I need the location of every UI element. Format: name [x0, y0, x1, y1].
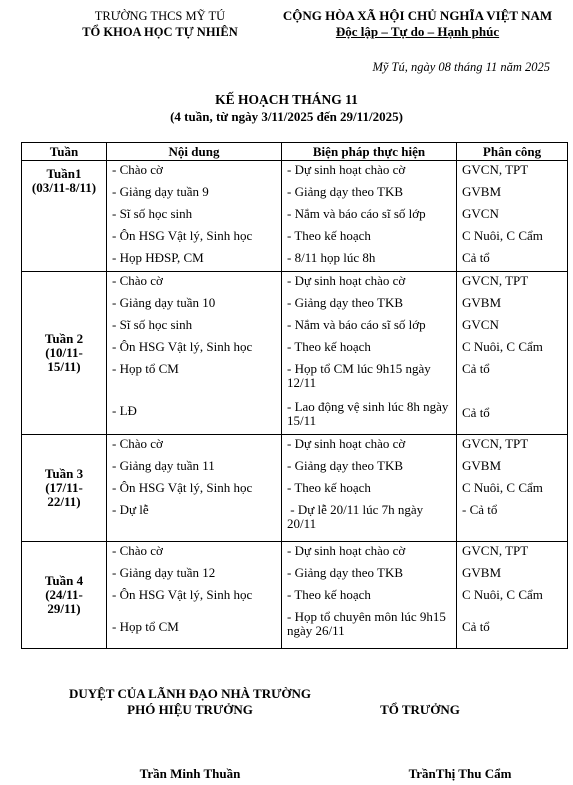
- header-method: Biện pháp thực hiện: [282, 143, 457, 161]
- assign-item: C Nuôi, C Cẩm: [462, 339, 543, 354]
- week-label: [22, 542, 107, 649]
- header-content: Nội dung: [107, 143, 282, 161]
- assign-item: GVCN, TPT: [462, 436, 529, 451]
- assign-item: GVCN: [462, 206, 499, 221]
- method-item: - Theo kế hoạch: [287, 228, 371, 243]
- week-range: (17/11-: [45, 480, 83, 495]
- week-range: 22/11): [47, 494, 81, 509]
- assign-item: GVBM: [462, 565, 502, 580]
- content-item: - Sĩ số học sinh: [112, 317, 193, 332]
- week-name: Tuần 4: [44, 573, 84, 588]
- content-cell: [107, 272, 282, 435]
- content-item: - Dự lễ: [112, 502, 149, 517]
- place-date: Mỹ Tú, ngày 08 tháng 11 năm 2025: [372, 60, 550, 74]
- content-item: - Ôn HSG Vật lý, Sinh học: [112, 339, 253, 354]
- week-label: [22, 435, 107, 542]
- week-range: (24/11-: [45, 587, 83, 602]
- content-cell: [107, 161, 282, 272]
- week-row: [22, 435, 568, 542]
- method-item: - Theo kế hoạch: [287, 480, 371, 495]
- assign-item: GVBM: [462, 295, 502, 310]
- content-item: - Ôn HSG Vật lý, Sinh học: [112, 228, 253, 243]
- week-range: (10/11-: [45, 345, 83, 360]
- signer-vice-principal: Trần Minh Thuần: [139, 766, 241, 781]
- week-label: [22, 272, 107, 435]
- assign-item: GVBM: [462, 184, 502, 199]
- method-item: - Nắm và báo cáo sĩ số lớp: [287, 206, 426, 221]
- method-item: - Dự lễ 20/11 lúc 7h ngày 20/11: [287, 502, 427, 531]
- method-item: - Dự sinh hoạt chào cờ: [287, 543, 406, 558]
- assign-item: GVCN: [462, 317, 499, 332]
- content-item: - Sĩ số học sinh: [112, 206, 193, 221]
- method-cell: [282, 542, 457, 649]
- motto: Độc lập – Tự do – Hạnh phúc: [335, 24, 500, 39]
- assign-item: Cả tổ: [462, 250, 490, 265]
- method-item: - Họp tổ CM lúc 9h15 ngày 12/11: [287, 361, 431, 390]
- method-item: - Giảng dạy theo TKB: [287, 458, 404, 473]
- content-item: - Giảng dạy tuần 9: [112, 184, 209, 199]
- content-item: - Họp tổ CM: [112, 361, 179, 376]
- content-item: - Chào cờ: [112, 543, 163, 558]
- week-name: Tuần1: [46, 166, 82, 181]
- assign-item: C Nuôi, C Cẩm: [462, 587, 543, 602]
- method-item: - Giảng dạy theo TKB: [287, 565, 404, 580]
- assign-cell: [457, 435, 568, 542]
- content-cell: [107, 435, 282, 542]
- document-title: KẾ HOẠCH THÁNG 11: [215, 92, 358, 107]
- content-item: - Chào cờ: [112, 436, 163, 451]
- content-item: - Giảng dạy tuần 12: [112, 565, 216, 580]
- week-range: (03/11-8/11): [31, 180, 97, 195]
- assign-cell: [457, 272, 568, 435]
- method-item: - 8/11 họp lúc 8h: [287, 250, 376, 265]
- week-row: [22, 542, 568, 649]
- method-cell: [282, 272, 457, 435]
- assign-item: Cả tổ: [462, 405, 490, 420]
- content-cell: [107, 542, 282, 649]
- assign-item: C Nuôi, C Cẩm: [462, 228, 543, 243]
- document-subtitle: (4 tuần, từ ngày 3/11/2025 đến 29/11/2025): [170, 109, 403, 124]
- plan-table: [21, 142, 568, 649]
- week-label: [22, 161, 107, 272]
- method-item: - Dự sinh hoạt chào cờ: [287, 273, 406, 288]
- assign-item: GVCN, TPT: [462, 543, 529, 558]
- assign-item: Cả tổ: [462, 361, 490, 376]
- assign-cell: [457, 542, 568, 649]
- department-name: TỔ KHOA HỌC TỰ NHIÊN: [82, 25, 238, 39]
- assign-item: Cả tổ: [462, 619, 490, 634]
- week-name: Tuần 2: [44, 331, 84, 346]
- national-motto: [270, 8, 565, 40]
- header-week: Tuần: [22, 143, 107, 161]
- signer-team-leader: TrầnThị Thu Cẩm: [408, 766, 512, 781]
- method-item: - Họp tổ chuyên môn lúc 9h15 ngày 26/11: [287, 609, 446, 638]
- method-item: - Dự sinh hoạt chào cờ: [287, 436, 406, 451]
- method-item: - Theo kế hoạch: [287, 587, 371, 602]
- assign-item: C Nuôi, C Cẩm: [462, 480, 543, 495]
- assign-item: GVCN, TPT: [462, 162, 529, 177]
- school-name: TRƯỜNG THCS MỸ TÚ: [94, 9, 226, 23]
- method-item: - Theo kế hoạch: [287, 339, 371, 354]
- assign-cell: [457, 161, 568, 272]
- method-item: - Giảng dạy theo TKB: [287, 184, 404, 199]
- method-item: - Nắm và báo cáo sĩ số lớp: [287, 317, 426, 332]
- assign-item: GVBM: [462, 458, 502, 473]
- week-name: Tuần 3: [44, 466, 84, 481]
- country-name: CỘNG HÒA XÃ HỘI CHỦ NGHĨA VIỆT NAM: [282, 8, 553, 23]
- method-cell: [282, 161, 457, 272]
- content-item: - Họp tổ CM: [112, 619, 179, 634]
- table-header-row: [22, 143, 568, 161]
- approval-role: PHÓ HIỆU TRƯỞNG: [127, 702, 253, 717]
- school-header: [60, 8, 260, 40]
- content-item: - LĐ: [112, 403, 137, 418]
- week-range: 15/11): [47, 359, 81, 374]
- team-leader-title: TỔ TRƯỞNG: [380, 702, 460, 717]
- method-item: - Lao động vệ sinh lúc 8h ngày 15/11: [287, 399, 449, 428]
- approval-heading: DUYỆT CỦA LÃNH ĐẠO NHÀ TRƯỜNG: [68, 686, 312, 701]
- approval-block: [30, 686, 350, 718]
- header-assign: Phân công: [457, 143, 568, 161]
- week-row: [22, 161, 568, 272]
- content-item: - Giảng dạy tuần 11: [112, 458, 215, 473]
- content-item: - Ôn HSG Vật lý, Sinh học: [112, 587, 253, 602]
- method-item: - Dự sinh hoạt chào cờ: [287, 162, 406, 177]
- content-item: - Họp HĐSP, CM: [112, 250, 204, 265]
- method-cell: [282, 435, 457, 542]
- assign-item: GVCN, TPT: [462, 273, 529, 288]
- week-row: [22, 272, 568, 435]
- content-item: - Ôn HSG Vật lý, Sinh học: [112, 480, 253, 495]
- week-range: 29/11): [47, 601, 81, 616]
- content-item: - Giảng dạy tuần 10: [112, 295, 216, 310]
- content-item: - Chào cờ: [112, 273, 163, 288]
- content-item: - Chào cờ: [112, 162, 163, 177]
- method-item: - Giảng dạy theo TKB: [287, 295, 404, 310]
- assign-item: - Cả tổ: [462, 502, 498, 517]
